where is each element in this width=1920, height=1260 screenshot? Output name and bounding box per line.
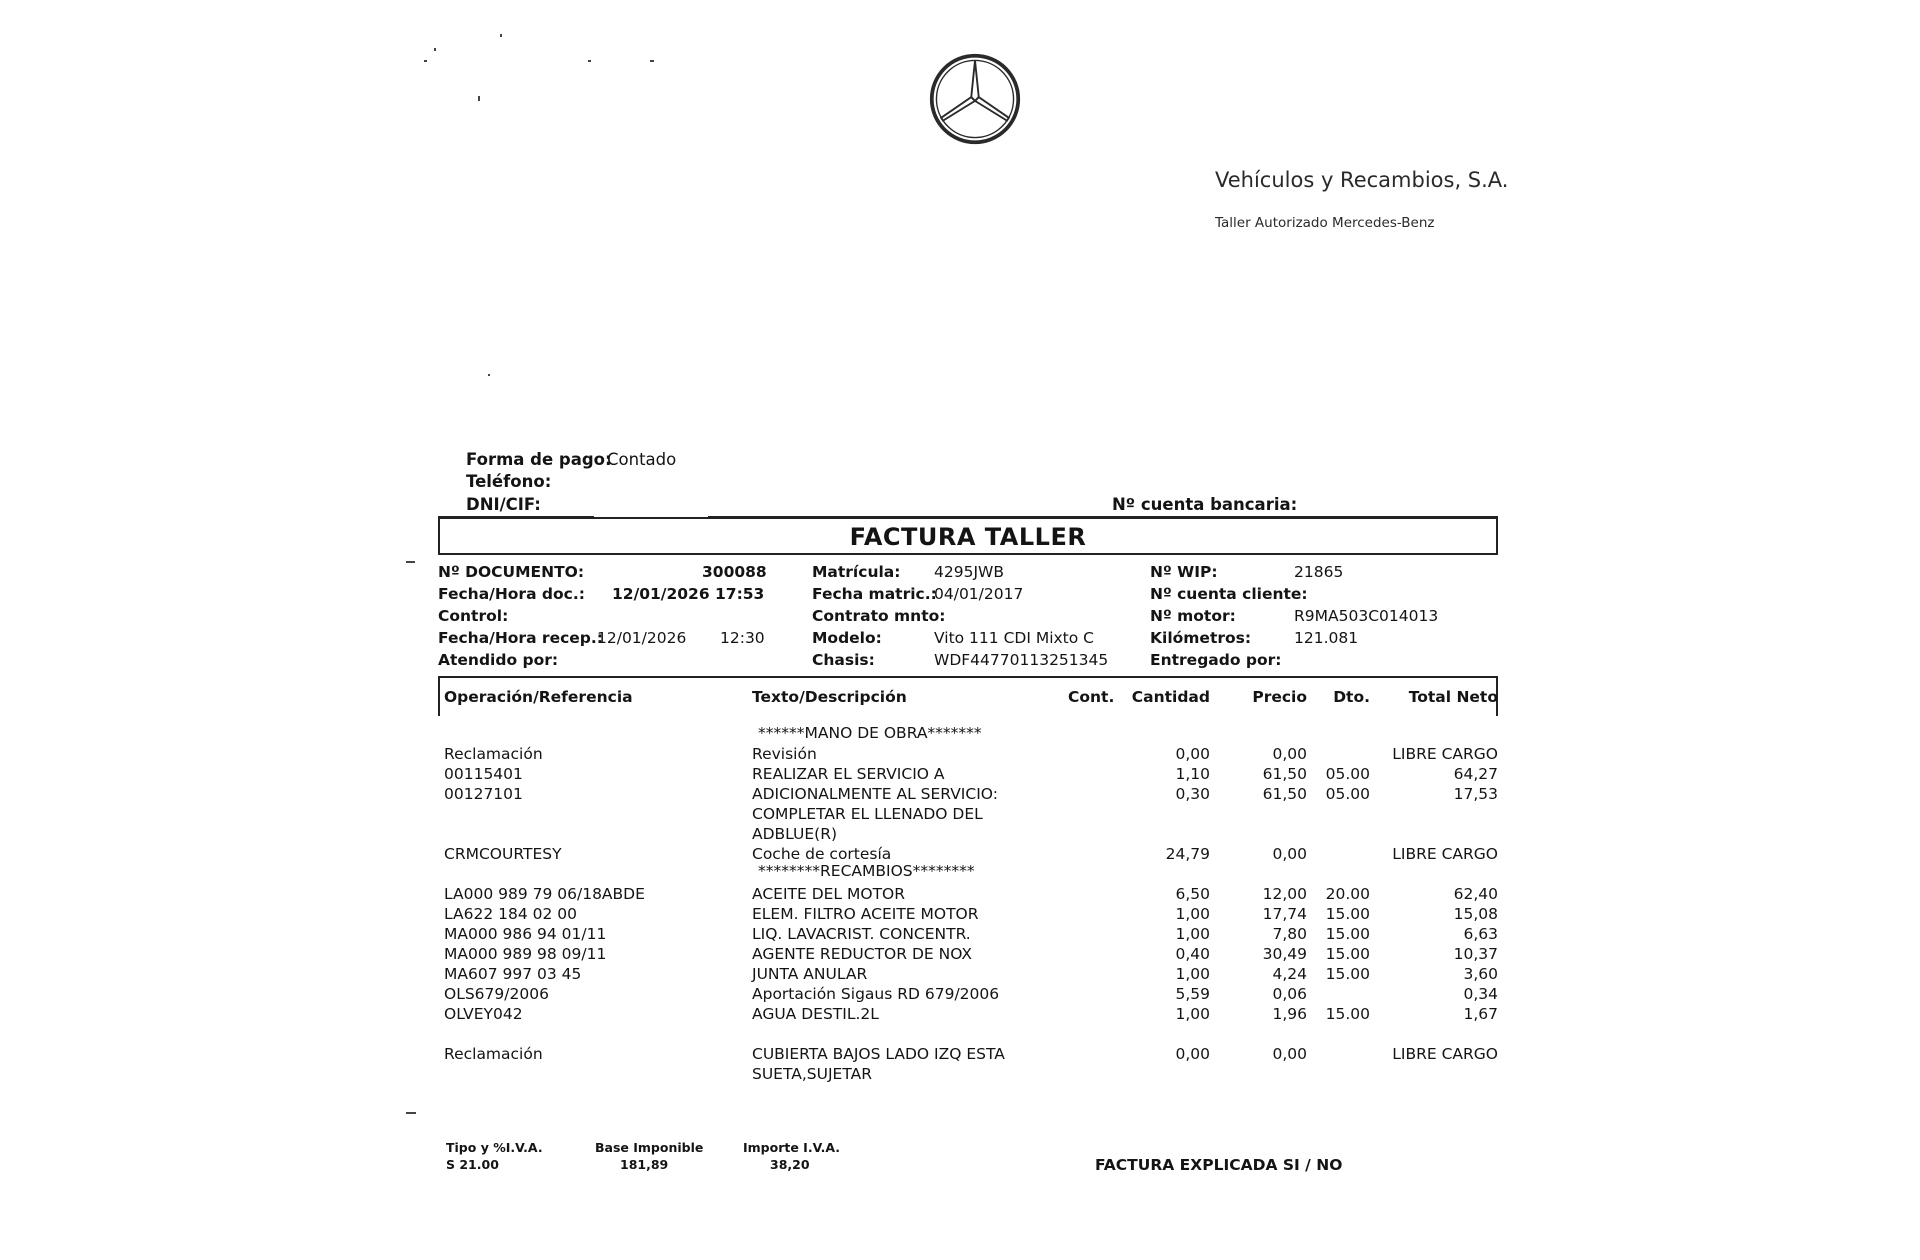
matricula-label: Matrícula: <box>812 563 901 581</box>
mercedes-star-logo <box>924 52 1026 146</box>
table-row <box>0 745 1920 765</box>
recep-time-value: 12:30 <box>720 629 765 647</box>
col-header-desc: Texto/Descripción <box>752 688 907 706</box>
row-total: LIBRE CARGO <box>1392 845 1498 863</box>
row-ref: LA622 184 02 00 <box>444 905 577 923</box>
forma-pago-value: Contado <box>607 450 677 469</box>
table-row <box>0 885 1920 905</box>
doc-date-label: Fecha/Hora doc.: <box>438 585 585 603</box>
row-qty: 0,30 <box>1175 785 1210 803</box>
cuenta-bancaria-label: Nº cuenta bancaria: <box>1112 495 1298 514</box>
row-ref: MA000 986 94 01/11 <box>444 925 607 943</box>
section-labor: ******MANO DE OBRA******* <box>758 724 982 742</box>
row-total: 15,08 <box>1453 905 1498 923</box>
row-dto: 20.00 <box>1325 885 1370 903</box>
row-dto: 15.00 <box>1325 905 1370 923</box>
row-desc: LIQ. LAVACRIST. CONCENTR. <box>752 925 971 943</box>
row-desc: ACEITE DEL MOTOR <box>752 885 906 903</box>
scan-speck <box>406 1112 416 1114</box>
control-label: Control: <box>438 607 509 625</box>
row-ref: 00127101 <box>444 785 523 803</box>
row-qty: 6,50 <box>1175 885 1210 903</box>
row-qty: 1,00 <box>1175 905 1210 923</box>
row-total: 0,34 <box>1463 985 1498 1003</box>
row-dto: 05.00 <box>1325 765 1370 783</box>
cuenta-cliente-label: Nº cuenta cliente: <box>1150 585 1308 603</box>
row-price: 17,74 <box>1262 905 1307 923</box>
table-row <box>0 785 1920 805</box>
row-ref: Reclamación <box>444 1045 543 1063</box>
row-desc: Aportación Sigaus RD 679/2006 <box>752 985 1000 1003</box>
row-price: 4,24 <box>1272 965 1307 983</box>
table-row <box>0 1005 1920 1025</box>
factura-explicada: FACTURA EXPLICADA SI / NO <box>1095 1156 1343 1174</box>
row-ref: CRMCOURTESY <box>444 845 562 863</box>
doc-date-value: 12/01/2026 17:53 <box>612 585 765 603</box>
dni-label: DNI/CIF: <box>466 495 541 514</box>
row-qty: 0,40 <box>1175 945 1210 963</box>
doc-number-value: 300088 <box>702 563 767 581</box>
wip-label: Nº WIP: <box>1150 563 1218 581</box>
row-ref: Reclamación <box>444 745 543 763</box>
row-total: 6,63 <box>1463 925 1498 943</box>
row-desc: ELEM. FILTRO ACEITE MOTOR <box>752 905 979 923</box>
row-total: 10,37 <box>1453 945 1498 963</box>
tax-base-value: 181,89 <box>620 1157 669 1172</box>
fecha-matric-label: Fecha matric.: <box>812 585 937 603</box>
row-desc: Coche de cortesía <box>752 845 892 863</box>
row-price: 0,06 <box>1272 985 1307 1003</box>
row-ref: OLVEY042 <box>444 1005 523 1023</box>
row-qty: 0,00 <box>1175 745 1210 763</box>
motor-value: R9MA503C014013 <box>1294 607 1439 625</box>
row-qty: 1,00 <box>1175 925 1210 943</box>
row-desc: JUNTA ANULAR <box>752 965 868 983</box>
atendido-label: Atendido por: <box>438 651 559 669</box>
scan-speck <box>478 96 480 101</box>
row-dto: 15.00 <box>1325 925 1370 943</box>
recep-date-label: Fecha/Hora recep.: <box>438 629 603 647</box>
table-row <box>0 905 1920 925</box>
row-dto: 15.00 <box>1325 1005 1370 1023</box>
scan-speck <box>588 60 591 62</box>
col-header-total: Total Neto <box>1408 688 1498 706</box>
col-header-dto: Dto. <box>1333 688 1370 706</box>
row-price: 61,50 <box>1262 765 1307 783</box>
row-ref: MA607 997 03 45 <box>444 965 582 983</box>
tax-amount-label: Importe I.V.A. <box>743 1140 841 1155</box>
row-price: 12,00 <box>1262 885 1307 903</box>
row-ref: LA000 989 79 06/18ABDE <box>444 885 645 903</box>
row-price: 0,00 <box>1272 745 1307 763</box>
row-dto: 15.00 <box>1325 945 1370 963</box>
table-row <box>0 925 1920 945</box>
table-row <box>0 1045 1920 1065</box>
table-row <box>0 765 1920 785</box>
row-desc: Revisión <box>752 745 817 763</box>
scan-speck <box>650 60 654 62</box>
doc-number-label: Nº DOCUMENTO: <box>438 563 585 581</box>
row-desc: REALIZAR EL SERVICIO A <box>752 765 945 783</box>
row-qty: 1,00 <box>1175 965 1210 983</box>
col-header-cont: Cont. <box>1068 688 1115 706</box>
row-total: LIBRE CARGO <box>1392 745 1498 763</box>
row-qty: 5,59 <box>1175 985 1210 1003</box>
row-price: 1,96 <box>1272 1005 1307 1023</box>
invoice-title-box <box>438 517 1498 555</box>
row-total: 1,67 <box>1463 1005 1498 1023</box>
table-header <box>0 688 1920 708</box>
tax-type-label: Tipo y %I.V.A. <box>446 1140 543 1155</box>
tax-base-label: Base Imponible <box>595 1140 704 1155</box>
row-desc-continuation: ADBLUE(R) <box>752 825 838 843</box>
row-total: 17,53 <box>1453 785 1498 803</box>
section-parts: ********RECAMBIOS******** <box>758 862 975 880</box>
row-qty: 1,10 <box>1175 765 1210 783</box>
motor-label: Nº motor: <box>1150 607 1236 625</box>
table-row <box>0 965 1920 985</box>
row-dto: 05.00 <box>1325 785 1370 803</box>
row-total: 62,40 <box>1453 885 1498 903</box>
recep-date-value: 12/01/2026 <box>597 629 687 647</box>
row-price: 0,00 <box>1272 845 1307 863</box>
row-desc-continuation: COMPLETAR EL LLENADO DEL <box>752 805 983 823</box>
tax-amount-value: 38,20 <box>770 1157 810 1172</box>
wip-value: 21865 <box>1294 563 1344 581</box>
row-total: LIBRE CARGO <box>1392 1045 1498 1063</box>
row-ref: 00115401 <box>444 765 523 783</box>
km-label: Kilómetros: <box>1150 629 1252 647</box>
invoice-title: FACTURA TALLER <box>849 523 1087 551</box>
modelo-value: Vito 111 CDI Mixto C <box>934 629 1094 647</box>
entregado-label: Entregado por: <box>1150 651 1282 669</box>
scan-speck <box>424 60 427 62</box>
row-price: 7,80 <box>1272 925 1307 943</box>
fecha-matric-value: 04/01/2017 <box>934 585 1024 603</box>
matricula-value: 4295JWB <box>934 563 1004 581</box>
col-header-ref: Operación/Referencia <box>444 688 633 706</box>
row-price: 0,00 <box>1272 1045 1307 1063</box>
row-total: 64,27 <box>1453 765 1498 783</box>
chasis-label: Chasis: <box>812 651 875 669</box>
row-ref: OLS679/2006 <box>444 985 549 1003</box>
col-header-price: Precio <box>1252 688 1307 706</box>
scan-speck <box>406 561 415 563</box>
table-row <box>0 985 1920 1005</box>
row-desc: CUBIERTA BAJOS LADO IZQ ESTA <box>752 1045 1005 1063</box>
row-ref: MA000 989 98 09/11 <box>444 945 607 963</box>
tax-type-value: S 21.00 <box>446 1157 499 1172</box>
table-row <box>0 945 1920 965</box>
row-dto: 15.00 <box>1325 965 1370 983</box>
forma-pago-label: Forma de pago: <box>466 450 612 469</box>
scan-speck <box>500 34 502 37</box>
km-value: 121.081 <box>1294 629 1359 647</box>
row-desc: ADICIONALMENTE AL SERVICIO: <box>752 785 998 803</box>
row-price: 61,50 <box>1262 785 1307 803</box>
modelo-label: Modelo: <box>812 629 882 647</box>
row-price: 30,49 <box>1262 945 1307 963</box>
scan-speck <box>434 48 436 51</box>
table-header-line <box>440 676 1498 678</box>
telefono-label: Teléfono: <box>466 472 552 491</box>
row-desc-continuation: SUETA,SUJETAR <box>752 1065 872 1083</box>
row-qty: 0,00 <box>1175 1045 1210 1063</box>
company-name: Vehículos y Recambios, S.A. <box>1215 168 1509 192</box>
row-desc: AGENTE REDUCTOR DE NOX <box>752 945 973 963</box>
chasis-value: WDF44770113251345 <box>934 651 1109 669</box>
row-qty: 24,79 <box>1165 845 1210 863</box>
company-tagline: Taller Autorizado Mercedes-Benz <box>1215 215 1435 231</box>
contrato-label: Contrato mnto: <box>812 607 946 625</box>
row-qty: 1,00 <box>1175 1005 1210 1023</box>
row-desc: AGUA DESTIL.2L <box>752 1005 879 1023</box>
row-total: 3,60 <box>1463 965 1498 983</box>
col-header-qty: Cantidad <box>1131 688 1210 706</box>
scan-speck <box>488 374 490 376</box>
